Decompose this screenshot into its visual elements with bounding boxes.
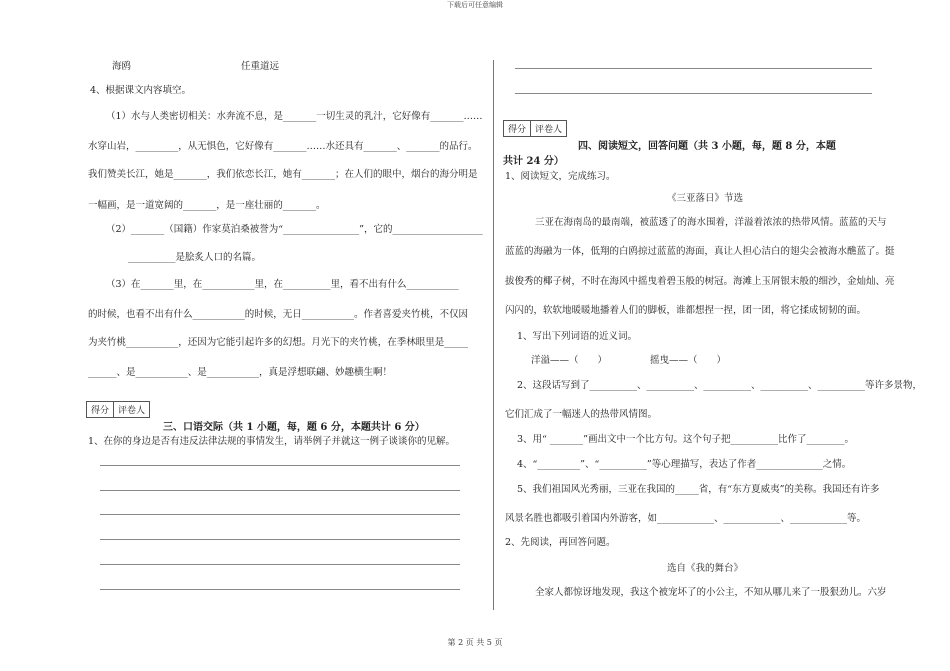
q4-line: （1）水与人类密切相关：水奔流不息，是_______一切生灵的乳汁，它好像有_______…… <box>106 111 483 122</box>
q2-instruction: 2、先阅读，再回答问题。 <box>505 537 616 548</box>
p1-q5: 5、我们祖国风光秀丽，三亚在我国的_____省，有“东方夏威夷”的美称。我国还有许多 <box>517 484 880 495</box>
q4-line: 水穿山岩，_________，从无惧色，它好像有_______……水还具有_______、_______的品行。 <box>88 141 478 152</box>
p1-q5-cont: 风景名胜也都吸引着国内外游客，如____________、____________、____________等。 <box>505 513 867 524</box>
passage1-line: 三亚在海南岛的最南端，被蓝透了的海水围着，洋溢着浓浓的热带风情。蓝蓝的天与 <box>535 217 887 228</box>
p1-q1-item: 洋溢——（ ） <box>531 355 608 366</box>
p1-q1: 1、写出下列词语的近义词。 <box>517 331 638 342</box>
score-label: 得分 <box>87 402 114 417</box>
answer-line[interactable] <box>515 93 872 94</box>
q4-line: 一幅画，是一道宽阔的_______，是一座壮丽的_______。 <box>88 200 326 211</box>
section4-title: 四、阅读短文，回答问题（共 3 小题，每，题 8 分，本题 <box>578 141 836 152</box>
q4-line: ______、是___________、是___________，真是浮想联翩、妙趣横生啊！ <box>88 367 393 378</box>
page-footer: 第 2 页 共 5 页 <box>447 638 503 647</box>
passage1-line: 蓝蓝的海融为一体，低翔的白鸥掠过蓝蓝的海面，真让人担心洁白的翅尖会被海水醮蓝了。挺 <box>505 246 895 257</box>
q4-line: __________是脍炙人口的名篇。 <box>128 252 262 263</box>
score-label: 得分 <box>504 121 531 136</box>
section3-title: 三、口语交际（共 1 小题，每，题 6 分，本题共计 6 分） <box>163 422 425 433</box>
passage2-title: 选自《我的舞台》 <box>666 563 743 574</box>
column-divider <box>493 60 494 610</box>
passage1-line: 闪闪的，软软地暖暖地播着人们的脚板，谁都想捏一捏，团一团，将它揉成韧韧的面。 <box>505 305 867 316</box>
top-word-1: 海鸥 <box>112 61 132 72</box>
answer-line[interactable] <box>515 68 872 69</box>
p1-q3: 3、用“ _______”画出文中一个比方句。这个句子把__________比作了________。 <box>517 434 855 445</box>
section4-title-cont: 共计 24 分） <box>503 156 564 167</box>
q4-title: 4、根据课文内容填空。 <box>90 85 192 96</box>
passage1-title: 《三亚落日》节选 <box>666 193 743 204</box>
grader-label: 评卷人 <box>118 406 146 416</box>
q4-line: 的时候，也看不出有什么___________的时候，无日___________。作者喜爱夹竹桃，不仅因 <box>88 309 469 320</box>
q4-line: （3）在_______里，在___________里，在__________里，看不出有什么___________ <box>106 279 459 290</box>
answer-line[interactable] <box>100 465 460 466</box>
top-word-2: 任重道远 <box>241 61 280 72</box>
score-box-right <box>503 120 567 137</box>
answer-line[interactable] <box>100 490 460 491</box>
page-header: 下载后可任意编辑 <box>447 1 503 9</box>
q4-line: 我们赞美长江，她是_______，我们依恋长江，她有_______；在人们的眼中，烟台的海分明是 <box>88 169 478 180</box>
passage2-line: 全家人都惊讶地发现，我这个被宠坏了的小公主，不知从哪儿来了一股狠劲儿。六岁 <box>535 587 887 598</box>
q1-instruction: 1、阅读短文，完成练习。 <box>505 171 616 182</box>
passage1-line: 拔俊秀的椰子树，不时在海风中摇曳着碧玉般的树冠。海滩上玉屑银末般的细沙，金灿灿、亮 <box>505 276 895 287</box>
answer-line[interactable] <box>100 589 460 590</box>
p1-q1-item: 摇曳——（ ） <box>650 355 727 366</box>
answer-line[interactable] <box>100 539 460 540</box>
section3-question: 1、在你的身边是否有违反法律法规的事情发生，请举例子并就这一例子谈谈你的见解。 <box>88 436 456 447</box>
p1-q2: 2、这段话写到了__________、__________、__________、__________、__________等许多景物， <box>517 380 923 391</box>
q4-line: （2）_______（国籍）作家莫泊桑被誉为“________________”，它的___________________ <box>106 224 483 235</box>
score-box-left <box>86 401 150 418</box>
p1-q2-cont: 它们汇成了一幅迷人的热带风情图。 <box>505 409 658 420</box>
grader-label: 评卷人 <box>535 125 563 135</box>
q4-line: 为夹竹桃___________，还因为它能引起许多的幻想。月光下的夹竹桃，在季林眼里是_____ <box>88 337 469 348</box>
answer-line[interactable] <box>100 564 460 565</box>
answer-line[interactable] <box>100 514 460 515</box>
p1-q4: 4、“_________”、“__________”等心理描写，表达了作者______________之情。 <box>517 459 852 470</box>
